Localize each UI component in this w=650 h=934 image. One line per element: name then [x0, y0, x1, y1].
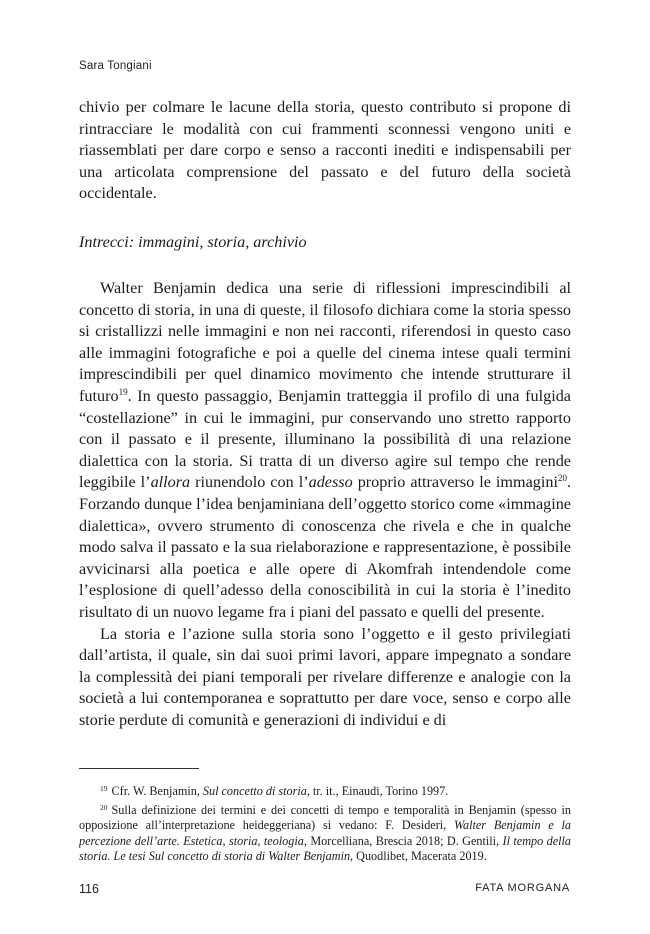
paragraph-2: La storia e l’azione sulla storia sono l’oggetto e il gesto privilegiati dall’artista, il quale, sin dai suoi primi lavori, appare impegnato a sondare la complessità dei piani temporali per rivelare differenze e analogie con la società a lui contemporanea e soprattutto per dare voce, senso e corpo alle storie perdute di comunità e generazioni di individui e di	[79, 624, 571, 729]
footnote-19-text-b: , tr. it., Einaudi, Torino 1997.	[306, 784, 449, 798]
paragraph-1-part-b: . In questo passaggio, Benjamin tratteggia il profilo di una fulgida “costellazione” in cui le immagini, pur conservando uno stretto rapporto con il passato e il presente, illuminano la possibilità di una relazione dialettica con la storia. Si tratta di un diverso agire sul tempo che rende leggibile l’	[79, 386, 571, 492]
paragraph-1	[79, 278, 571, 624]
footnote-ref-20: 20	[557, 473, 567, 484]
footnote-20-text-b: , Morcelliana, Brescia 2018; D. Gentili,	[303, 833, 503, 848]
footnote-19	[79, 784, 571, 800]
footnote-20-text-c: , Quodlibet, Macerata 2019.	[350, 849, 487, 863]
footnote-20-title-1: Walter Benjamin e la percezione dell’arte. Estetica, storia, teologia	[79, 818, 571, 848]
footnote-19-title: Sul concetto di storia	[202, 784, 307, 798]
footnote-19-number: 19	[100, 784, 108, 793]
term-allora: allora	[150, 473, 191, 492]
paragraph-1-part-d: proprio attraverso le immagini	[352, 473, 558, 492]
body-paragraphs	[79, 278, 571, 731]
journal-name: FATA MORGANA	[475, 882, 570, 894]
intro-text: chivio per colmare le lacune della storia, questo contributo si propone di rintracciare le modalità con cui frammenti sconnessi vengono uniti e riassemblati per dare corpo e senso a racconti inediti e indispensabili per una articolata comprensione del passato e del futuro della società occidentale.	[79, 98, 571, 203]
paragraph-1-part-a: Walter Benjamin dedica una serie di riflessioni imprescindibili al concetto di storia, in una di queste, il filosofo dichiara come la storia spesso si cristallizzi nelle immagini e non nei racconti, riferendosi in questo caso alle immagini fotografiche e poi a quelle del cinema intese quali termini imprescindibili per quel dinamico movimento che intende strutturare il futuro	[79, 279, 571, 405]
term-adesso: adesso	[308, 473, 353, 492]
footnote-ref-19: 19	[118, 386, 128, 397]
running-head-author: Sara Tongiani	[79, 60, 152, 72]
footnotes	[79, 784, 571, 868]
footnote-20	[79, 803, 571, 865]
footnote-19-text-a: Cfr. W. Benjamin,	[111, 784, 203, 798]
footnote-20-text-a: Sulla definizione dei termini e dei concetti di tempo e temporalità in Benjamin (spesso in opposizione all’interpretazione heideggeriana) si vedano: F. Desideri,	[79, 802, 571, 832]
section-title: Intrecci: immagini, storia, archivio	[79, 233, 307, 251]
intro-paragraph	[79, 97, 571, 205]
footnote-20-number: 20	[100, 802, 108, 812]
footnote-divider	[79, 768, 199, 769]
paragraph-1-part-c: riunendolo con l’	[190, 473, 309, 492]
footnote-20-title-2: Il tempo della storia. Le tesi Sul concetto di storia di Walter Benjamin	[79, 833, 571, 863]
paragraph-1-part-e: . Forzando dunque l’idea benjaminiana dell’oggetto storico come «immagine dialettica», ovvero strumento di conoscenza che rivela e che in qualche modo salva il passato e la sua rielaborazione e rappresentazione, è possibile avvicinarsi alla poetica e alle opere di Akomfrah intendendole come l’esplosione di quell’adesso della conoscibilità in cui la storia è l’inedito risultato di un nuovo legame fra i piani del passato e quelli del presente.	[79, 473, 571, 621]
page-number: 116	[79, 882, 99, 896]
